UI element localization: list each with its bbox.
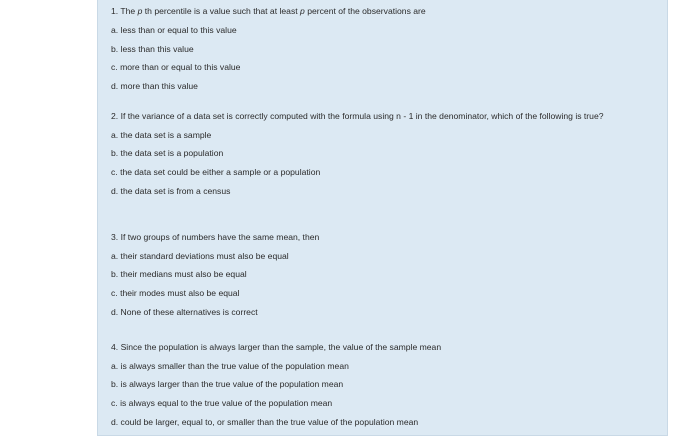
stem-italic: p bbox=[137, 6, 143, 16]
question-3-option-c[interactable]: c. their modes must also be equal bbox=[111, 288, 240, 299]
stem-text: percent of the observations are bbox=[304, 6, 426, 16]
question-2-option-a[interactable]: a. the data set is a sample bbox=[111, 129, 212, 140]
question-2-option-d[interactable]: d. the data set is from a census bbox=[111, 185, 231, 196]
question-1-option-c[interactable]: c. more than or equal to this value bbox=[111, 62, 241, 73]
question-1-stem bbox=[111, 5, 651, 17]
question-number: 4. bbox=[111, 342, 119, 352]
question-2 bbox=[111, 110, 651, 197]
question-4-stem bbox=[111, 341, 651, 353]
question-number: 2. bbox=[111, 111, 119, 121]
question-1 bbox=[111, 5, 651, 92]
question-3-option-d[interactable]: d. None of these alternatives is correct bbox=[111, 306, 258, 317]
question-2-stem bbox=[111, 110, 651, 122]
question-3-stem bbox=[111, 231, 651, 243]
question-1-option-a[interactable]: a. less than or equal to this value bbox=[111, 25, 237, 35]
quiz-panel bbox=[97, 0, 668, 436]
question-1-option-d[interactable]: d. more than this value bbox=[111, 81, 198, 92]
question-1-option-b[interactable]: b. less than this value bbox=[111, 43, 194, 54]
question-4-option-d[interactable]: d. could be larger, equal to, or smaller than the true value of the population mean bbox=[111, 416, 419, 427]
question-number: 1. bbox=[111, 6, 119, 16]
stem-text: If two groups of numbers have the same mean, then bbox=[120, 232, 320, 242]
stem-text: th percentile is a value such that at least bbox=[142, 6, 301, 16]
question-4 bbox=[111, 341, 651, 428]
question-3-option-b[interactable]: b. their medians must also be equal bbox=[111, 269, 247, 280]
question-2-option-b[interactable]: b. the data set is a population bbox=[111, 148, 224, 159]
question-2-option-c[interactable]: c. the data set could be either a sample or a population bbox=[111, 167, 321, 178]
question-4-option-b[interactable]: b. is always larger than the true value of the population mean bbox=[111, 379, 344, 390]
question-4-option-c[interactable]: c. is always equal to the true value of the population mean bbox=[111, 398, 333, 409]
question-3-option-a[interactable]: a. their standard deviations must also be equal bbox=[111, 250, 289, 261]
stem-italic: p bbox=[300, 6, 305, 16]
stem-text: If the variance of a data set is correctly computed with the formula using n - 1 in the denominator, which of the following is true? bbox=[120, 111, 604, 121]
stem-text: Since the population is always larger than the sample, the value of the sample mean bbox=[120, 342, 442, 352]
stem-text: The bbox=[120, 6, 138, 16]
question-number: 3. bbox=[111, 232, 119, 242]
question-3 bbox=[111, 231, 651, 318]
question-4-option-a[interactable]: a. is always smaller than the true value of the population mean bbox=[111, 360, 349, 371]
